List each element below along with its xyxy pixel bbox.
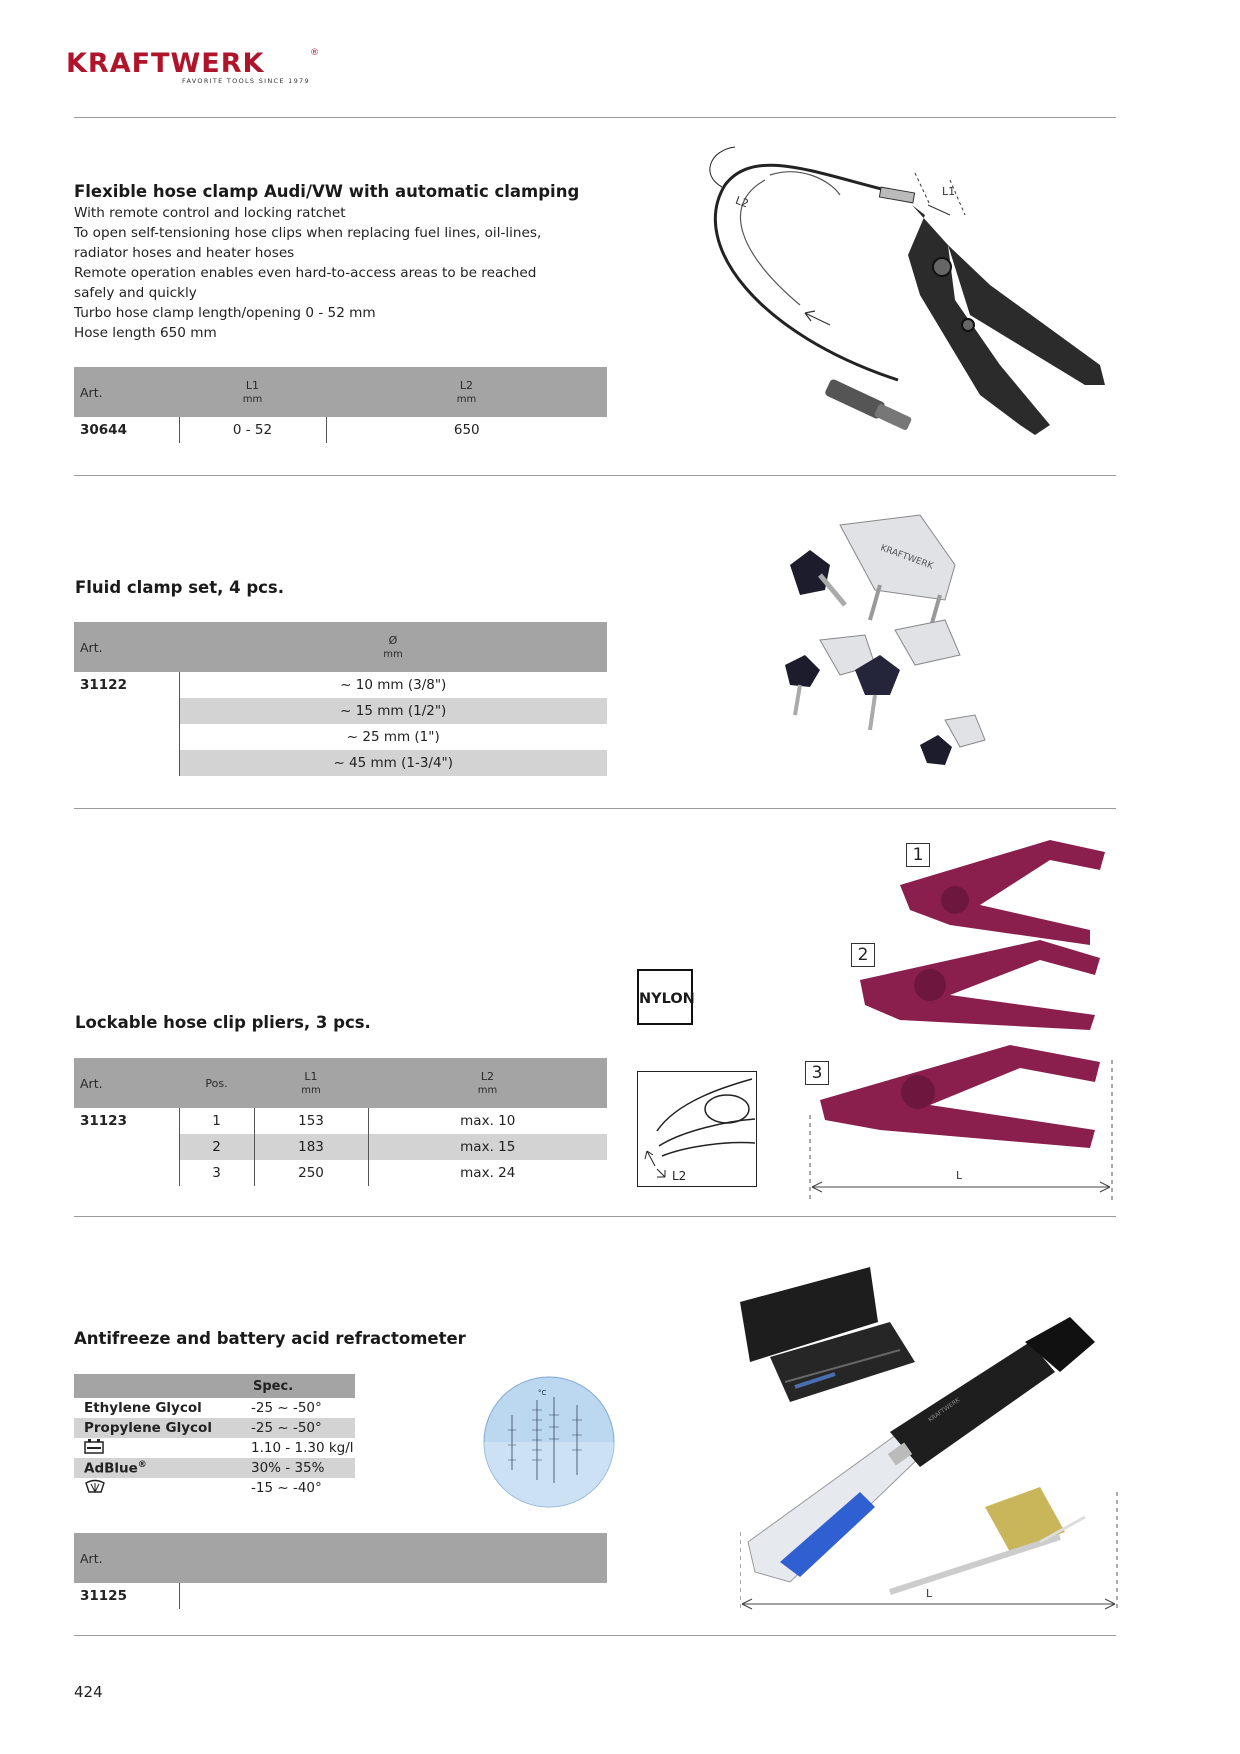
description-line: Remote operation enables even hard-to-access areas to be reached (74, 265, 537, 281)
nylon-badge: NYLON (637, 969, 693, 1025)
product-title: Flexible hose clamp Audi/VW with automatic clamping (74, 182, 580, 201)
description-line: Hose length 650 mm (74, 325, 217, 341)
table-cell: ~ 15 mm (1/2") (179, 698, 607, 724)
dimension-label-l: L (956, 1169, 963, 1182)
spec-table (74, 367, 607, 443)
table-cell: ~ 10 mm (3/8") (179, 672, 607, 698)
product-title: Antifreeze and battery acid refractometer (74, 1329, 466, 1348)
column-header-l2: L2 mm (326, 367, 607, 417)
refractometer-image (740, 1262, 1120, 1624)
spec-table (74, 622, 607, 776)
table-row (74, 1108, 607, 1134)
product-title: Fluid clamp set, 4 pcs. (75, 578, 285, 597)
table-cell: max. 24 (368, 1160, 607, 1186)
page-number: 424 (74, 1683, 103, 1701)
column-header-l1: L1 mm (254, 1058, 368, 1108)
scale-unit-label: °C (538, 1389, 547, 1397)
hose-clip-pliers-image (800, 830, 1120, 1210)
brand-tagline: FAVORITE TOOLS SINCE 1979 (182, 77, 310, 85)
dimension-label-l: L (926, 1587, 933, 1600)
divider (74, 475, 1116, 476)
table-row (74, 750, 607, 776)
spec-row (74, 1398, 355, 1418)
position-label-1: 1 (906, 843, 930, 867)
spec-header-blank (74, 1374, 241, 1398)
description-line: Turbo hose clamp length/opening 0 - 52 mm (74, 305, 376, 321)
description-line: radiator hoses and heater hoses (74, 245, 295, 261)
spec-value: -25 ~ -50° (251, 1400, 322, 1416)
divider (74, 808, 1116, 809)
position-label-3: 3 (805, 1061, 829, 1085)
column-header-l1: L1 mm (179, 367, 326, 417)
table-cell: 2 (179, 1134, 254, 1160)
refractometer-spec-table (74, 1374, 355, 1498)
table-cell (179, 1583, 607, 1609)
windshield-washer-icon (84, 1478, 106, 1494)
description-line: To open self-tensioning hose clips when replacing fuel lines, oil-lines, (74, 225, 542, 241)
table-row (74, 698, 607, 724)
spec-label: Propylene Glycol (74, 1418, 241, 1438)
spec-table (74, 1058, 607, 1186)
table-cell: ~ 25 mm (1") (179, 724, 607, 750)
article-number: 31125 (80, 1588, 127, 1604)
position-label-2: 2 (851, 943, 875, 967)
table-cell: 650 (326, 417, 607, 443)
product-title: Lockable hose clip pliers, 3 pcs. (75, 1013, 371, 1032)
column-header-art: Art. (74, 1058, 179, 1108)
column-header-blank (179, 1533, 607, 1583)
table-row (74, 1583, 607, 1609)
article-number (74, 750, 179, 776)
table-row (74, 1160, 607, 1186)
spec-value: 1.10 - 1.30 kg/l (251, 1440, 354, 1456)
battery-icon (84, 1438, 104, 1454)
table-cell: ~ 45 mm (1-3/4") (179, 750, 607, 776)
fluid-clamp-set-image (770, 505, 1030, 790)
table-cell: 250 (254, 1160, 368, 1186)
table-cell: max. 15 (368, 1134, 607, 1160)
table-cell: 1 (179, 1108, 254, 1134)
table-cell: 153 (254, 1108, 368, 1134)
spec-value: -15 ~ -40° (251, 1480, 322, 1496)
column-header-art: Art. (74, 367, 179, 417)
spec-label: Ethylene Glycol (84, 1400, 202, 1416)
divider (74, 1216, 1116, 1217)
brand-name: KRAFTWERK (66, 48, 265, 79)
dimension-label-l1: L1 (942, 185, 956, 198)
divider (74, 117, 1116, 118)
article-number: 30644 (80, 422, 127, 438)
product-description (74, 203, 594, 343)
article-number (74, 698, 179, 724)
dimension-label-l2: L2 (672, 1169, 687, 1183)
spec-row (74, 1478, 355, 1498)
article-number: 31123 (80, 1113, 127, 1129)
article-number (74, 724, 179, 750)
hose-clamp-image (680, 135, 1120, 465)
divider (74, 1635, 1116, 1636)
column-header-art: Art. (74, 622, 179, 672)
spec-label: AdBlue® (74, 1458, 241, 1478)
refractometer-scale-image (482, 1375, 616, 1509)
spec-row (74, 1418, 355, 1438)
dimension-label-l2: L2 (733, 193, 751, 211)
column-header-l2: L2 mm (368, 1058, 607, 1108)
spec-row (74, 1458, 355, 1478)
refractometer-brand-label: KRAFTWERK (927, 1396, 962, 1424)
jaw-opening-diagram (637, 1071, 757, 1187)
table-cell: 0 - 52 (179, 417, 326, 443)
article-number (74, 1160, 179, 1186)
description-line: With remote control and locking ratchet (74, 205, 346, 221)
spec-value: -25 ~ -50° (241, 1418, 355, 1438)
registered-mark: ® (310, 48, 319, 58)
spec-table (74, 1533, 607, 1609)
spec-value: 30% - 35% (241, 1458, 355, 1478)
clamp-brand-label: KRAFTWERK (878, 543, 935, 572)
table-cell: 3 (179, 1160, 254, 1186)
table-row (74, 672, 607, 698)
article-number (74, 1134, 179, 1160)
table-cell: max. 10 (368, 1108, 607, 1134)
table-row (74, 1134, 607, 1160)
table-row (74, 724, 607, 750)
description-line: safely and quickly (74, 285, 197, 301)
article-number: 31122 (80, 677, 127, 693)
spec-row (74, 1438, 355, 1458)
table-cell: 183 (254, 1134, 368, 1160)
column-header-diameter: Ø mm (179, 622, 607, 672)
brand-logo (66, 48, 326, 88)
column-header-pos: Pos. (179, 1058, 254, 1108)
table-row (74, 417, 607, 443)
spec-header: Spec. (241, 1374, 355, 1398)
column-header-art: Art. (74, 1533, 179, 1583)
